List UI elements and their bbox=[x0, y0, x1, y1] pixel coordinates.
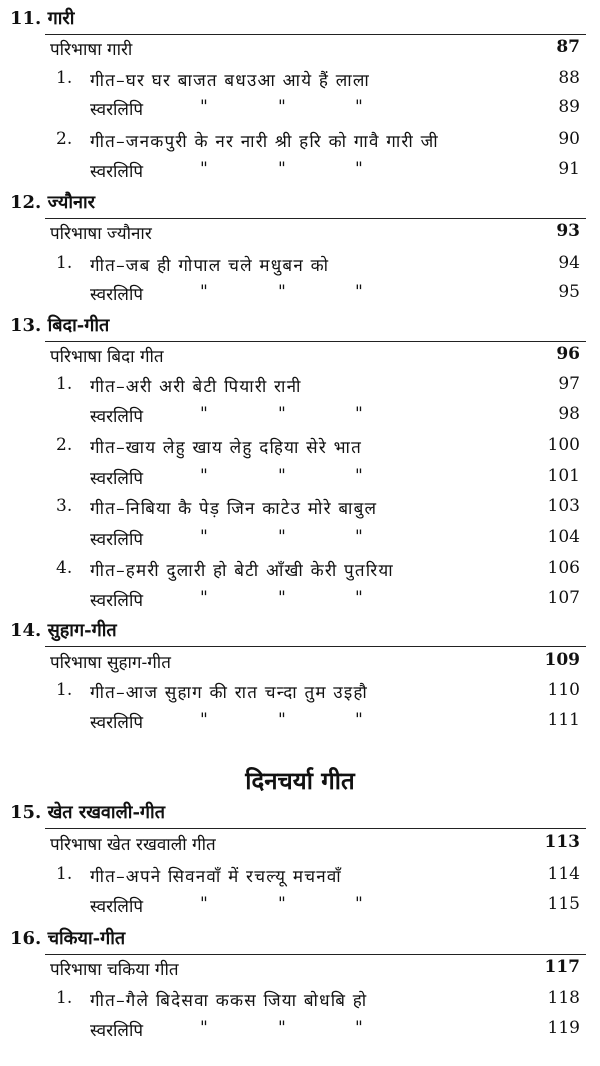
ditto-mark: " bbox=[355, 527, 363, 547]
ditto-mark: " bbox=[200, 97, 208, 117]
section-title: 16. चकिया-गीत bbox=[10, 928, 126, 949]
song-row bbox=[0, 253, 600, 283]
definition-label: परिभाषा खेत रखवाली गीत bbox=[50, 835, 216, 855]
song-row bbox=[0, 129, 600, 159]
definition-row bbox=[0, 957, 600, 987]
ditto-mark: " bbox=[355, 1018, 363, 1038]
ditto-mark: " bbox=[355, 282, 363, 302]
song-row bbox=[0, 435, 600, 465]
page-number: 94 bbox=[558, 253, 580, 273]
page-number: 109 bbox=[544, 650, 580, 670]
song-number: 2. bbox=[56, 435, 73, 455]
page-number: 106 bbox=[547, 558, 580, 578]
page-number: 100 bbox=[547, 435, 580, 455]
section-title: 13. बिदा-गीत bbox=[10, 315, 110, 336]
section-title: 15. खेत रखवाली-गीत bbox=[10, 802, 165, 823]
section-title: 12. ज्यौनार bbox=[10, 192, 95, 213]
ditto-mark: " bbox=[278, 588, 286, 608]
ditto-mark: " bbox=[278, 159, 286, 179]
song-row bbox=[0, 988, 600, 1018]
notation-row bbox=[0, 466, 600, 496]
page-number: 89 bbox=[558, 97, 580, 117]
definition-row bbox=[0, 37, 600, 67]
definition-label: परिभाषा सुहाग-गीत bbox=[50, 653, 171, 673]
page-number: 115 bbox=[547, 894, 580, 914]
song-row bbox=[0, 864, 600, 894]
section-heading bbox=[0, 800, 600, 830]
ditto-mark: " bbox=[200, 894, 208, 914]
song-title: गीत–आज सुहाग की रात चन्दा तुम उइहौ bbox=[90, 683, 368, 703]
page-number: 107 bbox=[547, 588, 580, 608]
definition-label: परिभाषा ज्यौनार bbox=[50, 224, 152, 244]
song-title: गीत–हमरी दुलारी हो बेटी आँखी केरी पुतरिया bbox=[90, 561, 394, 581]
definition-row bbox=[0, 344, 600, 374]
page-number: 95 bbox=[558, 282, 580, 302]
notation-row bbox=[0, 588, 600, 618]
part-title: दिनचर्या गीत bbox=[245, 766, 355, 795]
song-title: गीत–घर घर बाजत बधउआ आये हैं लाला bbox=[90, 71, 370, 91]
ditto-mark: " bbox=[278, 710, 286, 730]
notation-row bbox=[0, 710, 600, 740]
notation-row bbox=[0, 404, 600, 434]
section-heading bbox=[0, 618, 600, 648]
page-number: 90 bbox=[558, 129, 580, 149]
definition-label: परिभाषा गारी bbox=[50, 40, 133, 60]
notation-row bbox=[0, 527, 600, 557]
page-number: 118 bbox=[547, 988, 580, 1008]
song-number: 4. bbox=[56, 558, 73, 578]
page-number: 119 bbox=[547, 1018, 580, 1038]
definition-label: परिभाषा चकिया गीत bbox=[50, 960, 179, 980]
page-number: 97 bbox=[558, 374, 580, 394]
notation-row bbox=[0, 894, 600, 924]
song-number: 1. bbox=[56, 253, 73, 273]
song-number: 1. bbox=[56, 374, 73, 394]
ditto-mark: " bbox=[200, 466, 208, 486]
notation-row bbox=[0, 159, 600, 189]
ditto-mark: " bbox=[200, 404, 208, 424]
notation-row bbox=[0, 282, 600, 312]
song-number: 1. bbox=[56, 864, 73, 884]
notation-label: स्वरलिपि bbox=[90, 162, 144, 182]
song-number: 1. bbox=[56, 988, 73, 1008]
page-number: 101 bbox=[547, 466, 580, 486]
ditto-mark: " bbox=[278, 466, 286, 486]
ditto-mark: " bbox=[200, 588, 208, 608]
ditto-mark: " bbox=[278, 527, 286, 547]
page-number: 103 bbox=[547, 496, 580, 516]
ditto-mark: " bbox=[278, 894, 286, 914]
ditto-mark: " bbox=[278, 404, 286, 424]
section-divider bbox=[45, 954, 586, 955]
page-number: 91 bbox=[558, 159, 580, 179]
section-divider bbox=[45, 218, 586, 219]
song-title: गीत–अरी अरी बेटी पियारी रानी bbox=[90, 377, 302, 397]
song-title: गीत–अपने सिवनवाँ में रचल्यू मचनवाँ bbox=[90, 867, 342, 887]
notation-label: स्वरलिपि bbox=[90, 713, 144, 733]
ditto-mark: " bbox=[355, 159, 363, 179]
song-title: गीत–निबिया कै पेड़ जिन काटेउ मोरे बाबुल bbox=[90, 499, 378, 519]
ditto-mark: " bbox=[355, 894, 363, 914]
ditto-mark: " bbox=[278, 97, 286, 117]
section-divider bbox=[45, 646, 586, 647]
ditto-mark: " bbox=[355, 710, 363, 730]
page-number: 111 bbox=[547, 710, 580, 730]
section-divider bbox=[45, 828, 586, 829]
ditto-mark: " bbox=[355, 466, 363, 486]
page-number: 87 bbox=[556, 37, 580, 57]
notation-row bbox=[0, 97, 600, 127]
section-heading bbox=[0, 190, 600, 220]
song-number: 2. bbox=[56, 129, 73, 149]
ditto-mark: " bbox=[200, 710, 208, 730]
notation-row bbox=[0, 1018, 600, 1048]
notation-label: स्वरलिपि bbox=[90, 285, 144, 305]
song-row bbox=[0, 680, 600, 710]
song-row bbox=[0, 496, 600, 526]
song-row bbox=[0, 374, 600, 404]
section-heading bbox=[0, 313, 600, 343]
page-number: 104 bbox=[547, 527, 580, 547]
ditto-mark: " bbox=[278, 1018, 286, 1038]
song-row bbox=[0, 558, 600, 588]
notation-label: स्वरलिपि bbox=[90, 530, 144, 550]
ditto-mark: " bbox=[355, 404, 363, 424]
definition-row bbox=[0, 650, 600, 680]
section-divider bbox=[45, 341, 586, 342]
song-title: गीत–जनकपुरी के नर नारी श्री हरि को गावै गारी जी bbox=[90, 132, 439, 152]
page-number: 93 bbox=[556, 221, 580, 241]
page-number: 117 bbox=[544, 957, 580, 977]
definition-row bbox=[0, 221, 600, 251]
definition-row bbox=[0, 832, 600, 862]
page-number: 96 bbox=[556, 344, 580, 364]
page-number: 98 bbox=[558, 404, 580, 424]
ditto-mark: " bbox=[278, 282, 286, 302]
page-number: 110 bbox=[547, 680, 580, 700]
definition-label: परिभाषा बिदा गीत bbox=[50, 347, 164, 367]
song-number: 1. bbox=[56, 680, 73, 700]
notation-label: स्वरलिपि bbox=[90, 591, 144, 611]
page-number: 113 bbox=[544, 832, 580, 852]
section-title: 11. गारी bbox=[10, 8, 75, 29]
ditto-mark: " bbox=[200, 1018, 208, 1038]
notation-label: स्वरलिपि bbox=[90, 469, 144, 489]
notation-label: स्वरलिपि bbox=[90, 100, 144, 120]
section-heading bbox=[0, 6, 600, 36]
page-number: 88 bbox=[558, 68, 580, 88]
ditto-mark: " bbox=[355, 588, 363, 608]
notation-label: स्वरलिपि bbox=[90, 1021, 144, 1041]
ditto-mark: " bbox=[200, 159, 208, 179]
ditto-mark: " bbox=[355, 97, 363, 117]
song-row bbox=[0, 68, 600, 98]
page-number: 114 bbox=[547, 864, 580, 884]
song-number: 1. bbox=[56, 68, 73, 88]
notation-label: स्वरलिपि bbox=[90, 407, 144, 427]
song-number: 3. bbox=[56, 496, 73, 516]
song-title: गीत–जब ही गोपाल चले मधुबन को bbox=[90, 256, 330, 276]
song-title: गीत–खाय लेहु खाय लेहु दहिया सेरे भात bbox=[90, 438, 363, 458]
song-title: गीत–गैले बिदेसवा ककस जिया बोधबि हो bbox=[90, 991, 368, 1011]
section-title: 14. सुहाग-गीत bbox=[10, 620, 117, 641]
ditto-mark: " bbox=[200, 527, 208, 547]
ditto-mark: " bbox=[200, 282, 208, 302]
section-heading bbox=[0, 926, 600, 956]
section-divider bbox=[45, 34, 586, 35]
notation-label: स्वरलिपि bbox=[90, 897, 144, 917]
